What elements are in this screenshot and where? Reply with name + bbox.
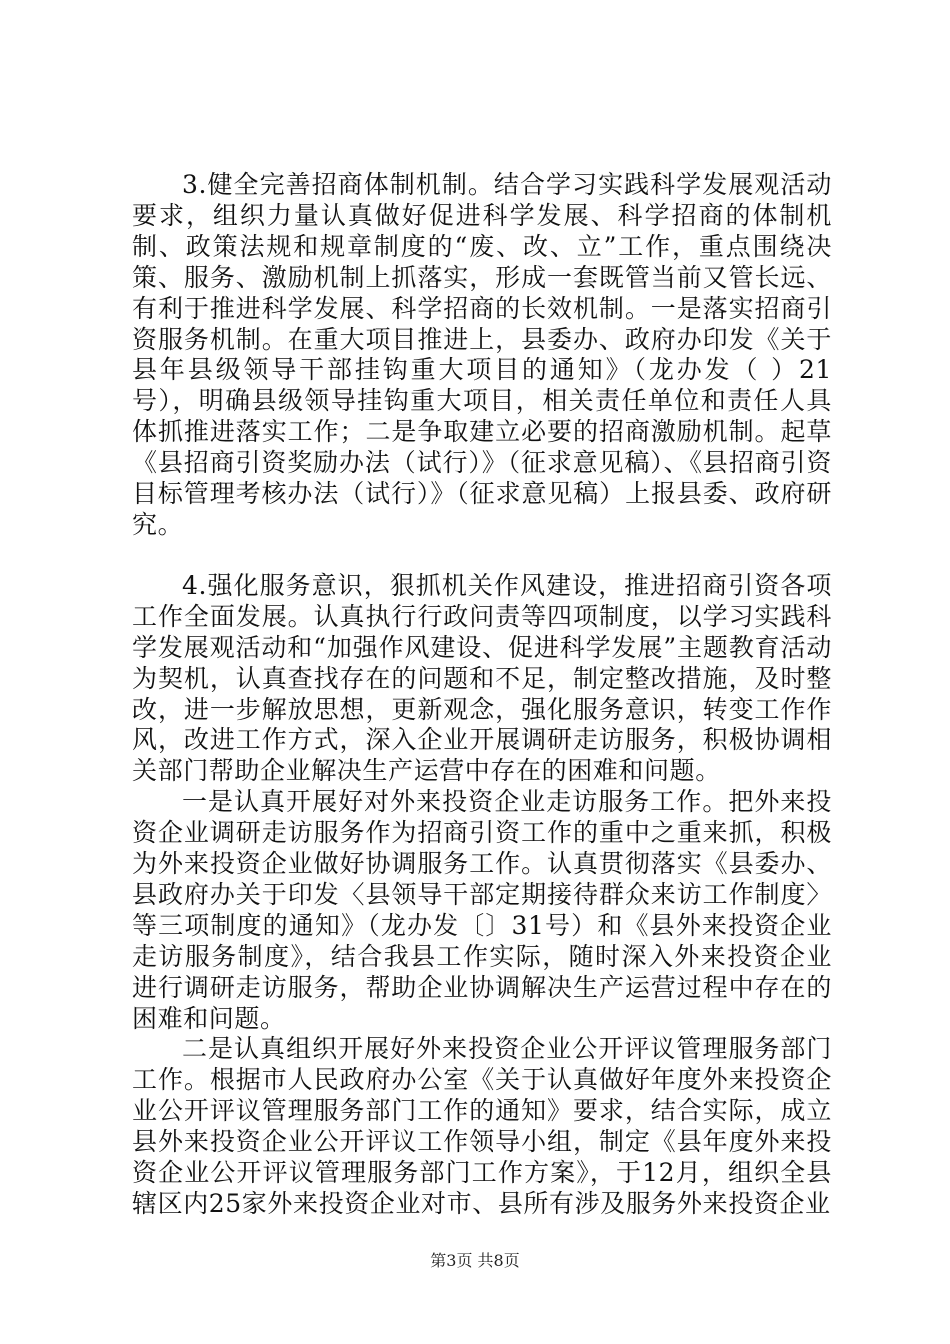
paragraph-4: 4.强化服务意识，狠抓机关作风建设，推进招商引资各项工作全面发展。认真执行行政问责等四项制度，以学习实践科学发展观活动和“加强作风建设、促进科学发展”主题教育活动为契机，认真查找存在的问题和不足，制定整改措施，及时整改，进一步解放思想，更新观念，强化服务意识，转变工作作风，改进工作方式，深入企业开展调研走访服务，积极协调相关部门帮助企业解决生产运营中存在的困难和问题。 xyxy=(132,570,832,786)
paragraph-6: 二是认真组织开展好外来投资企业公开评议管理服务部门工作。根据市人民政府办公室《关于认真做好年度外来投资企业公开评议管理服务部门工作的通知》要求，结合实际，成立县外来投资企业公开评议工作领导小组，制定《县年度外来投资企业公开评议管理服务部门工作方案》，于12月，组织全县辖区内25家外来投资企业对市、县所有涉及服务外来投资企业 xyxy=(132,1034,832,1218)
document-body xyxy=(132,170,832,1220)
paragraph-5: 一是认真开展好对外来投资企业走访服务工作。把外来投资企业调研走访服务作为招商引资工作的重中之重来抓，积极为外来投资企业做好协调服务工作。认真贯彻落实《县委办、县政府办关于印发〈县领导干部定期接待群众来访工作制度〉等三项制度的通知》（龙办发〔〕31号）和《县外来投资企业走访服务制度》，结合我县工作实际，随时深入外来投资企业进行调研走访服务，帮助企业协调解决生产运营过程中存在的困难和问题。 xyxy=(132,787,832,1033)
paragraph-3: 3.健全完善招商体制机制。结合学习实践科学发展观活动要求，组织力量认真做好促进科学发展、科学招商的体制机制、政策法规和规章制度的“废、改、立”工作，重点围绕决策、服务、激励机制上抓落实，形成一套既管当前又管长远、有利于推进科学发展、科学招商的长效机制。一是落实招商引资服务机制。在重大项目推进上，县委办、政府办印发《关于县年县级领导干部挂钩重大项目的通知》（龙办发（ ）21号），明确县级领导挂钩重大项目，相关责任单位和责任人具体抓推进落实工作；二是争取建立必要的招商激励机制。起草《县招商引资奖励办法（试行）》（征求意见稿）、《县招商引资目标管理考核办法（试行）》（征求意见稿）上报县委、政府研究。 xyxy=(132,170,832,539)
page-footer: 第3页 共8页 xyxy=(430,1251,520,1270)
paragraph-gap xyxy=(132,541,832,571)
